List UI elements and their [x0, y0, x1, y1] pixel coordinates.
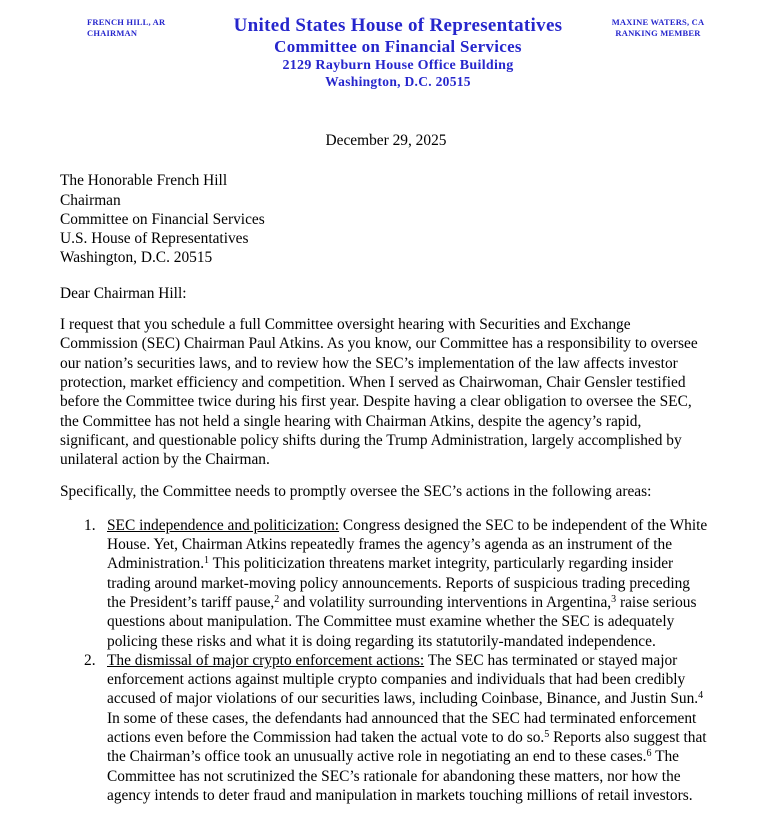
paragraph-request: I request that you schedule a full Committee oversight hearing with Securities and Exchange Commission (SEC) Chairman Paul Atkins. As you know, our Committee has a responsibility to oversee our nation’s securities laws, and to review how the SEC’s implementation of the law affects investor protection, market efficiency and competition. When I served as Chairwoman, Chair Gensler testified before the Committee twice during his first year. Despite having a clear obligation to oversee the SEC, the Committee has not held a single hearing with Chairman Atkins, despite the agency’s rapid, significant, and questionable policy shifts during the Trump Administration, largely accomplished by unilateral action by the Chairman. — [60, 316, 698, 469]
letterhead-city: Washington, D.C. 20515 — [325, 74, 471, 89]
list-item-heading: SEC independence and politicization: — [107, 516, 340, 534]
chairman-title: CHAIRMAN — [87, 27, 138, 38]
paragraph-specifically: Specifically, the Committee needs to promptly oversee the SEC’s actions in the following areas: — [60, 483, 652, 501]
salutation: Dear Chairman Hill: — [60, 284, 187, 302]
list-item-number: 1. — [84, 516, 96, 534]
list-item: 1. SEC independence and politicization: Congress designed the SEC to be independent of the White House. Yet, Chairman Atkins repeatedly frames the agency’s agenda as an instrument of the Administration.$^1$ This politicization threatens market integrity, particularly regarding insider trading around market-moving policy announcements. Reports of suspicious trading preceding the President’s tariff pause,$^2$ and volatility surrounding interventions in Argentina,$^3$ raise serious questions about manipulation. The Committee must examine whether the SEC is adequately policing these risks and what it is doing regarding its statutorily-mandated independence. — [84, 516, 708, 650]
footnote-reference: 1 — [204, 555, 210, 567]
recipient-line: Chairman — [60, 191, 121, 209]
letterhead — [42, 15, 754, 90]
list-item: 2. The dismissal of major crypto enforcement actions: The SEC has terminated or stayed major enforcement actions against multiple crypto companies and individuals that had been credibly accused of major violations of our securities laws, including Coinbase, Binance, and Justin Sun.$^4$ In some of these cases, the defendants had announced that the SEC had terminated enforcement actions even before the Commission had taken the actual vote to do so.$^5$ Reports also suggest that the Chairman’s office took an unusually active role in negotiating an end to these cases.$^6$ The Committee has not scrutinized the SEC’s rationale for abandoning these matters, nor how the agency intends to deter fraud and manipulation in markets touching millions of retail investors. — [84, 651, 707, 804]
footnote-reference: 4 — [698, 690, 704, 702]
ranking-member-name: MAXINE WATERS, CA — [611, 17, 705, 27]
recipient-line: Washington, D.C. 20515 — [60, 249, 213, 267]
recipient-line: U.S. House of Representatives — [60, 230, 249, 248]
list-item-heading: The dismissal of major crypto enforcement actions: — [107, 651, 425, 669]
chairman-block — [42, 15, 232, 38]
letterhead-address: 2129 Rayburn House Office Building — [282, 58, 514, 73]
letter-date: December 29, 2025 — [325, 132, 447, 149]
ranking-member-title: RANKING MEMBER — [615, 27, 701, 38]
recipient-address — [60, 171, 712, 267]
footnote-reference: 5 — [544, 729, 550, 741]
footnote-reference: 3 — [611, 593, 617, 605]
recipient-line: Committee on Financial Services — [60, 210, 265, 228]
oversight-list — [60, 516, 712, 805]
letterhead-center — [232, 15, 564, 90]
list-item-number: 2. — [84, 651, 96, 669]
chairman-name: FRENCH HILL, AR — [87, 17, 166, 27]
footnote-reference: 2 — [274, 593, 280, 605]
recipient-line: The Honorable French Hill — [60, 172, 228, 190]
footnote-reference: 6 — [646, 748, 652, 760]
letterhead-committee: Committee on Financial Services — [274, 37, 522, 56]
ranking-member-block — [564, 15, 754, 38]
letterhead-institution: United States House of Representatives — [233, 15, 563, 36]
